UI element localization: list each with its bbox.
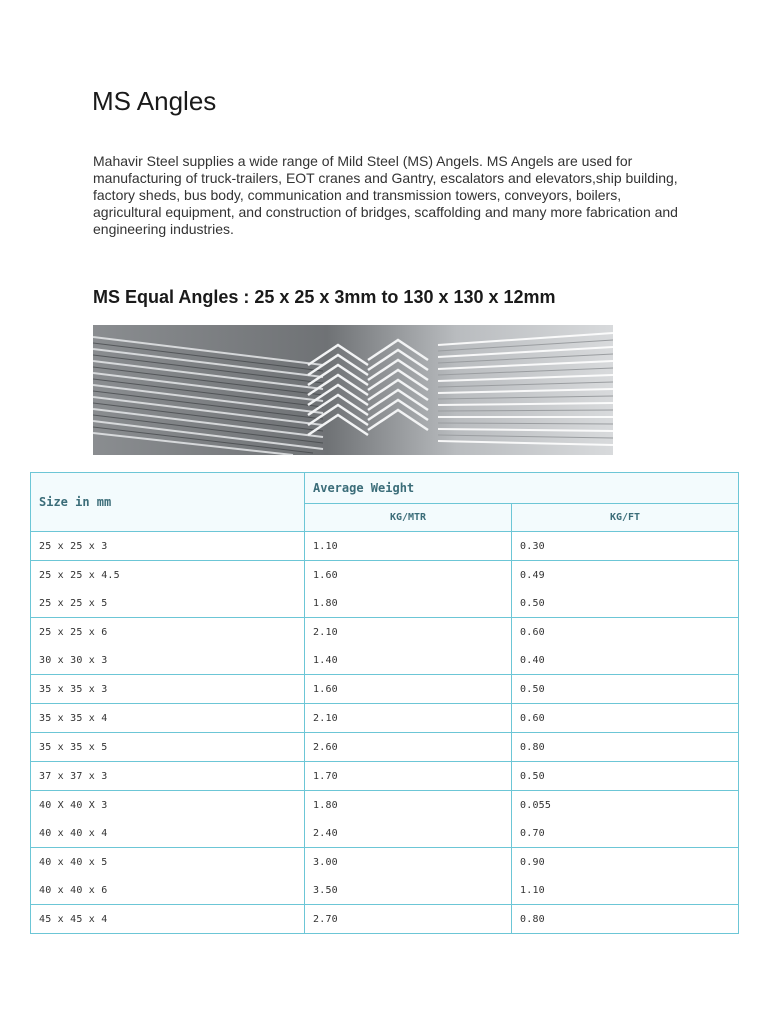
table-row xyxy=(31,876,739,905)
cell-kg-mtr: 2.10 xyxy=(305,618,512,647)
cell-kg-mtr: 1.60 xyxy=(305,561,512,590)
cell-size: 25 x 25 x 3 xyxy=(31,532,305,561)
cell-size: 37 x 37 x 3 xyxy=(31,762,305,791)
cell-size: 25 x 25 x 6 xyxy=(31,618,305,647)
table-row xyxy=(31,646,739,675)
cell-kg-mtr: 2.40 xyxy=(305,819,512,848)
cell-kg-ft: 1.10 xyxy=(512,876,739,905)
cell-kg-mtr: 2.10 xyxy=(305,704,512,733)
intro-paragraph: Mahavir Steel supplies a wide range of Mild Steel (MS) Angels. MS Angels are used for manufacturing of truck-trailers, EOT cranes and Gantry, escalators and elevators,ship building, factory sheds, bus body, communication and transmission towers, conveyors, boilers, agricultural equipment, and construction of bridges, scaffolding and many more fabrication and engineering industries. xyxy=(93,153,678,237)
table-row xyxy=(31,905,739,934)
cell-kg-ft: 0.49 xyxy=(512,561,739,590)
table-row xyxy=(31,704,739,733)
table-row xyxy=(31,819,739,848)
cell-kg-ft: 0.60 xyxy=(512,618,739,647)
cell-size: 45 x 45 x 4 xyxy=(31,905,305,934)
cell-kg-mtr: 1.80 xyxy=(305,791,512,820)
cell-kg-ft: 0.80 xyxy=(512,733,739,762)
cell-kg-ft: 0.70 xyxy=(512,819,739,848)
cell-size: 40 X 40 X 3 xyxy=(31,791,305,820)
table-row xyxy=(31,589,739,618)
cell-size: 35 x 35 x 3 xyxy=(31,675,305,704)
ms-angles-photo xyxy=(93,325,613,455)
cell-kg-mtr: 2.60 xyxy=(305,733,512,762)
header-kg-mtr: KG/MTR xyxy=(305,504,512,532)
cell-size: 40 x 40 x 4 xyxy=(31,819,305,848)
cell-kg-mtr: 1.40 xyxy=(305,646,512,675)
weight-table xyxy=(30,472,739,934)
cell-kg-ft: 0.80 xyxy=(512,905,739,934)
header-size: Size in mm xyxy=(31,473,305,532)
table-row xyxy=(31,791,739,820)
page-title: MS Angles xyxy=(92,86,217,116)
table-row xyxy=(31,762,739,791)
header-kg-ft: KG/FT xyxy=(512,504,739,532)
cell-kg-mtr: 1.10 xyxy=(305,532,512,561)
cell-size: 25 x 25 x 5 xyxy=(31,589,305,618)
cell-kg-ft: 0.90 xyxy=(512,848,739,877)
cell-size: 25 x 25 x 4.5 xyxy=(31,561,305,590)
cell-kg-mtr: 1.80 xyxy=(305,589,512,618)
cell-kg-ft: 0.50 xyxy=(512,762,739,791)
table-row xyxy=(31,561,739,590)
table-row xyxy=(31,733,739,762)
cell-size: 40 x 40 x 5 xyxy=(31,848,305,877)
cell-kg-ft: 0.50 xyxy=(512,589,739,618)
cell-size: 40 x 40 x 6 xyxy=(31,876,305,905)
cell-kg-mtr: 1.70 xyxy=(305,762,512,791)
cell-kg-ft: 0.055 xyxy=(512,791,739,820)
cell-kg-mtr: 2.70 xyxy=(305,905,512,934)
cell-size: 35 x 35 x 5 xyxy=(31,733,305,762)
header-average-weight: Average Weight xyxy=(305,473,739,504)
cell-kg-ft: 0.50 xyxy=(512,675,739,704)
cell-kg-ft: 0.40 xyxy=(512,646,739,675)
table-row xyxy=(31,675,739,704)
section-title: MS Equal Angles : 25 x 25 x 3mm to 130 x 130 x 12mm xyxy=(93,287,556,307)
table-row xyxy=(31,618,739,647)
cell-size: 35 x 35 x 4 xyxy=(31,704,305,733)
cell-kg-ft: 0.30 xyxy=(512,532,739,561)
cell-size: 30 x 30 x 3 xyxy=(31,646,305,675)
cell-kg-mtr: 3.00 xyxy=(305,848,512,877)
table-row xyxy=(31,532,739,561)
cell-kg-mtr: 3.50 xyxy=(305,876,512,905)
table-row xyxy=(31,848,739,877)
cell-kg-ft: 0.60 xyxy=(512,704,739,733)
cell-kg-mtr: 1.60 xyxy=(305,675,512,704)
